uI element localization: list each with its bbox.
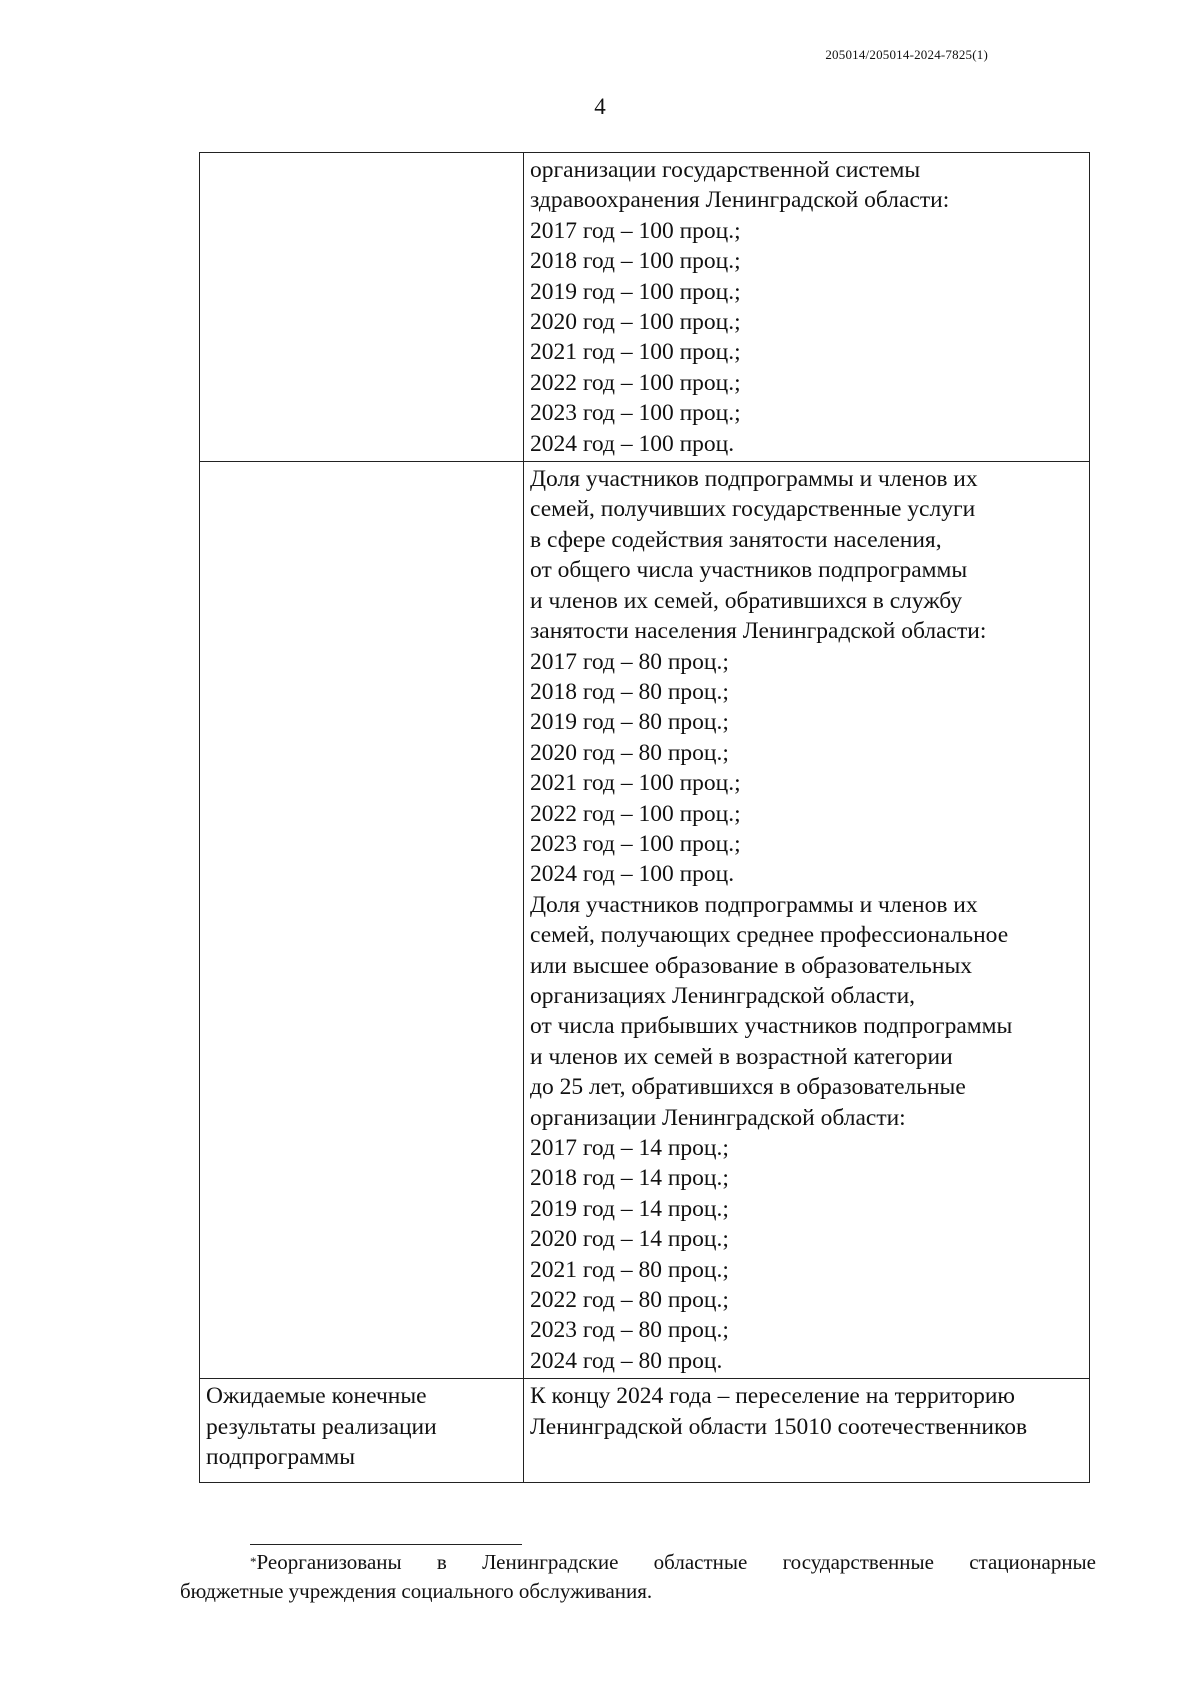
cell-text-line: занятости населения Ленинградской области: bbox=[530, 618, 987, 645]
cell-text-line: до 25 лет, обратившихся в образовательные bbox=[530, 1074, 966, 1101]
cell-text-line: результаты реализации bbox=[206, 1413, 437, 1440]
cell-text-line: 2021 год – 100 проц.; bbox=[530, 339, 741, 366]
cell-text-line: 2023 год – 80 проц.; bbox=[530, 1317, 729, 1344]
cell-text-line: 2017 год – 14 проц.; bbox=[530, 1135, 729, 1161]
cell-text-line: 2020 год – 100 проц.; bbox=[530, 309, 741, 336]
cell-text-line: от числа прибывших участников подпрограммы bbox=[530, 1013, 1013, 1040]
cell-text-line: 2022 год – 80 проц.; bbox=[530, 1287, 729, 1314]
footnote bbox=[180, 1548, 1096, 1606]
cell-text-line: семей, получающих среднее профессиональное bbox=[530, 922, 1009, 949]
document-id: 205014/205014-2024-7825(1) bbox=[825, 47, 988, 62]
cell-text-line: от общего числа участников подпрограммы bbox=[530, 557, 968, 584]
cell-text-line: организациях Ленинградской области, bbox=[530, 982, 916, 1009]
table-cell-left bbox=[200, 153, 524, 462]
cell-text-line: Доля участников подпрограммы и членов их bbox=[530, 466, 978, 493]
table-cell-left bbox=[200, 1379, 524, 1483]
table-cell-right bbox=[524, 462, 1090, 1379]
cell-text-line: 2018 год – 80 проц.; bbox=[530, 678, 729, 705]
table-cell-left bbox=[200, 462, 524, 1379]
cell-text-line: в сфере содействия занятости населения, bbox=[530, 526, 942, 553]
cell-text-line: 2021 год – 100 проц.; bbox=[530, 770, 741, 797]
cell-text-line: Ленинградской области 15010 соотечественников bbox=[530, 1413, 1028, 1440]
table-row bbox=[200, 462, 1090, 1379]
table-row bbox=[200, 1379, 1090, 1483]
cell-text-line: 2023 год – 100 проц.; bbox=[530, 400, 741, 427]
cell-text-line: 2019 год – 100 проц.; bbox=[530, 278, 741, 305]
footnote-mark: * bbox=[250, 1554, 257, 1569]
cell-text-line: подпрограммы bbox=[206, 1444, 356, 1471]
cell-text-line: 2022 год – 100 проц.; bbox=[530, 800, 741, 827]
cell-text-line: 2018 год – 14 проц.; bbox=[530, 1165, 729, 1192]
footnote-text: Реорганизованы в Ленинградские областные государственные стационарные bbox=[256, 1550, 1096, 1574]
cell-text-line: 2024 год – 80 проц. bbox=[530, 1347, 723, 1374]
cell-text-line: и членов их семей в возрастной категории bbox=[530, 1043, 953, 1070]
cell-text-line: 2018 год – 100 проц.; bbox=[530, 248, 741, 275]
cell-text-line: Доля участников подпрограммы и членов их bbox=[530, 891, 978, 918]
cell-text-line: здравоохранения Ленинградской области: bbox=[530, 187, 950, 214]
cell-text-line: 2019 год – 14 проц.; bbox=[530, 1195, 729, 1222]
cell-text-line: 2024 год – 100 проц. bbox=[530, 430, 735, 457]
cell-text-line: К концу 2024 года – переселение на территорию bbox=[530, 1383, 1015, 1410]
cell-text-line: 2017 год – 100 проц.; bbox=[530, 217, 741, 244]
cell-text-line: 2023 год – 100 проц.; bbox=[530, 830, 741, 857]
page-number: 4 bbox=[594, 94, 606, 119]
program-passport-table bbox=[199, 152, 1090, 1483]
cell-text-line: организации Ленинградской области: bbox=[530, 1104, 906, 1131]
footnote-line: бюджетные учреждения социального обслуживания. bbox=[180, 1579, 653, 1603]
table-cell-right bbox=[524, 1379, 1090, 1483]
cell-text-line: семей, получивших государственные услуги bbox=[530, 496, 976, 523]
table-row bbox=[200, 153, 1090, 462]
cell-text-line: 2017 год – 80 проц.; bbox=[530, 648, 729, 675]
footnote-divider bbox=[250, 1544, 522, 1545]
cell-text-line: 2019 год – 80 проц.; bbox=[530, 709, 729, 736]
footnote-line bbox=[180, 1548, 1096, 1577]
cell-text-line: или высшее образование в образовательных bbox=[530, 952, 972, 979]
cell-text-line: 2022 год – 100 проц.; bbox=[530, 369, 741, 396]
cell-text-line: 2024 год – 100 проц. bbox=[530, 861, 735, 888]
cell-text-line: 2020 год – 14 проц.; bbox=[530, 1226, 729, 1253]
cell-text-line: Ожидаемые конечные bbox=[206, 1383, 427, 1410]
cell-text-line: организации государственной системы bbox=[530, 157, 921, 183]
cell-text-line: 2021 год – 80 проц.; bbox=[530, 1256, 729, 1283]
cell-text-line: и членов их семей, обратившихся в службу bbox=[530, 587, 963, 614]
table-cell-right bbox=[524, 153, 1090, 462]
cell-text-line: 2020 год – 80 проц.; bbox=[530, 739, 729, 766]
